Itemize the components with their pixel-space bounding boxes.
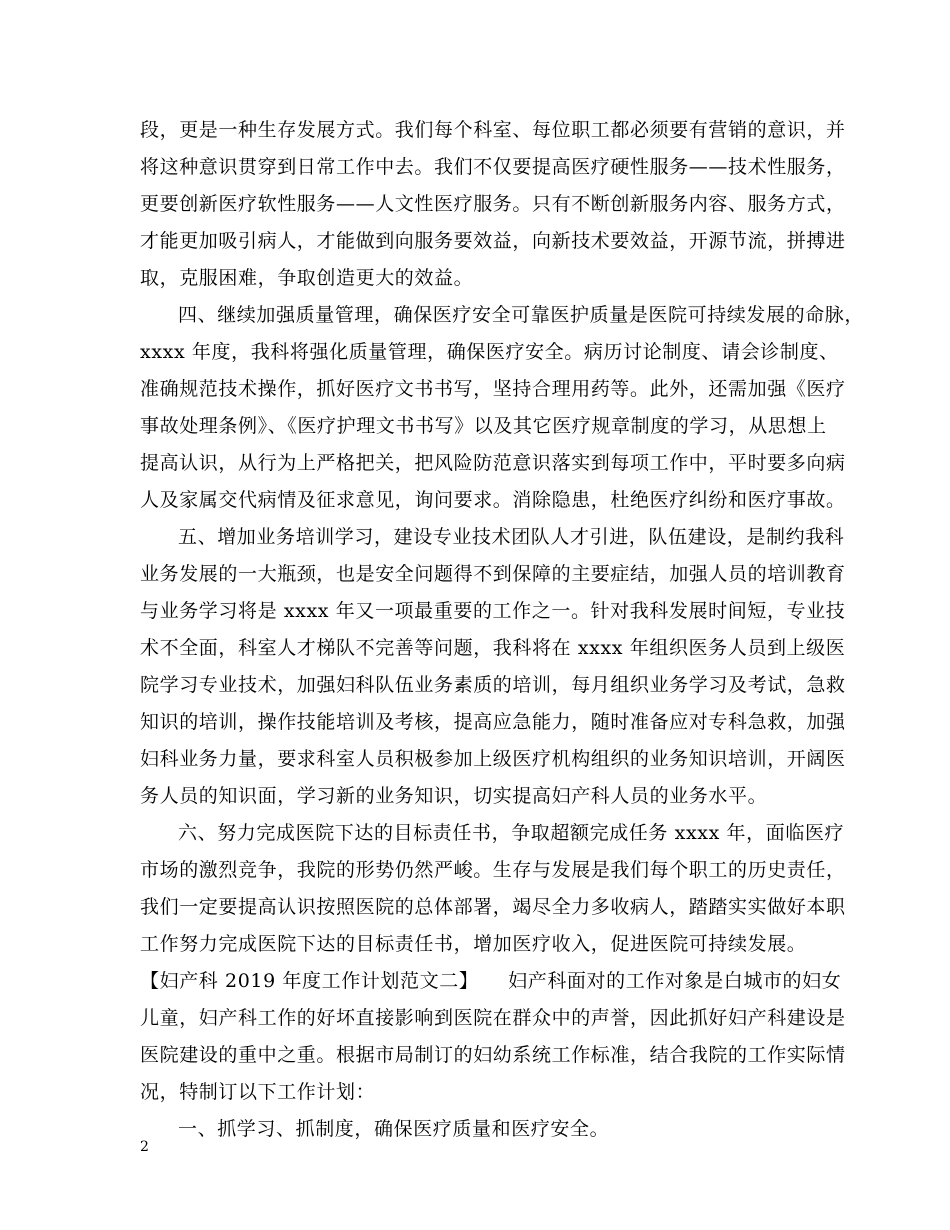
text-line: 工作努力完成医院下达的目标责任书，增加医疗收入，促进医院可持续发展。 [140,933,807,955]
text-line: 提高认识，从行为上严格把关，把风险防范意识落实到每项工作中，平时要多向病 [140,452,846,474]
paragraph-start-line: 六、努力完成医院下达的目标责任书，争取超额完成任务 xxxx 年，面临医疗 [178,822,845,844]
text-line: 人及家属交代病情及征求意见，询问要求。消除隐患，杜绝医疗纠纷和医疗事故。 [140,489,846,511]
text-line: 我们一定要提高认识按照医院的总体部署，竭尽全力多收病人，踏踏实实做好本职 [140,896,846,918]
text-line: 术不全面，科室人才梯队不完善等问题，我科将在 xxxx 年组织医务人员到上级医 [140,637,846,659]
text-line: 取，克服困难，争取创造更大的效益。 [140,267,474,289]
text-line: 更要创新医疗软性服务——人文性医疗服务。只有不断创新服务内容、服务方式， [140,193,846,215]
paragraph-start-line: 一、抓学习、抓制度，确保医疗质量和医疗安全。 [178,1118,610,1140]
text-line: 务人员的知识面，学习新的业务知识，切实提高妇产科人员的业务水平。 [140,785,768,807]
text-line: 才能更加吸引病人，才能做到向服务要效益，向新技术要效益，开源节流，拼搏进 [140,230,846,252]
text-line: 况，特制订以下工作计划： [140,1081,376,1103]
text-line: 将这种意识贯穿到日常工作中去。我们不仅要提高医疗硬性服务——技术性服务， [140,156,846,178]
text-line: 知识的培训，操作技能培训及考核，提高应急能力，随时准备应对专科急救，加强 [140,711,846,733]
text-line: xxxx 年度，我科将强化质量管理，确保医疗安全。病历讨论制度、请会诊制度、 [140,341,839,363]
text-line: 医院建设的重中之重。根据市局制订的妇幼系统工作标准，结合我院的工作实际情 [140,1044,846,1066]
text-line: 妇科业务力量，要求科室人员积极参加上级医疗机构组织的业务知识培训，开阔医 [140,748,846,770]
text-line: 事故处理条例》、《医疗护理文书书写》以及其它医疗规章制度的学习，从思想上 [140,415,827,437]
text-line: 段，更是一种生存发展方式。我们每个科室、每位职工都必须要有营销的意识，并 [140,119,846,141]
text-line: 儿童，妇产科工作的好坏直接影响到医院在群众中的声誉，因此抓好妇产科建设是 [140,1007,846,1029]
section-heading-line: 【妇产科 2019 年度工作计划范文二】 妇产科面对的工作对象是白城市的妇女 [140,970,842,992]
text-line: 业务发展的一大瓶颈，也是安全问题得不到保障的主要症结，加强人员的培训教育 [140,563,846,585]
text-line: 院学习专业技术，加强妇科队伍业务素质的培训，每月组织业务学习及考试，急救 [140,674,846,696]
text-line: 与业务学习将是 xxxx 年又一项最重要的工作之一。针对我科发展时间短，专业技 [140,600,846,622]
text-line: 市场的激烈竞争，我院的形势仍然严峻。生存与发展是我们每个职工的历史责任， [140,859,846,881]
paragraph-start-line: 五、增加业务培训学习，建设专业技术团队人才引进，队伍建设，是制约我科 [178,526,845,548]
paragraph-start-line: 四、继续加强质量管理，确保医疗安全可靠医护质量是医院可持续发展的命脉， [178,304,865,326]
page-number: 2 [140,1139,149,1155]
text-line: 准确规范技术操作，抓好医疗文书书写，坚持合理用药等。此外，还需加强《医疗 [140,378,846,400]
